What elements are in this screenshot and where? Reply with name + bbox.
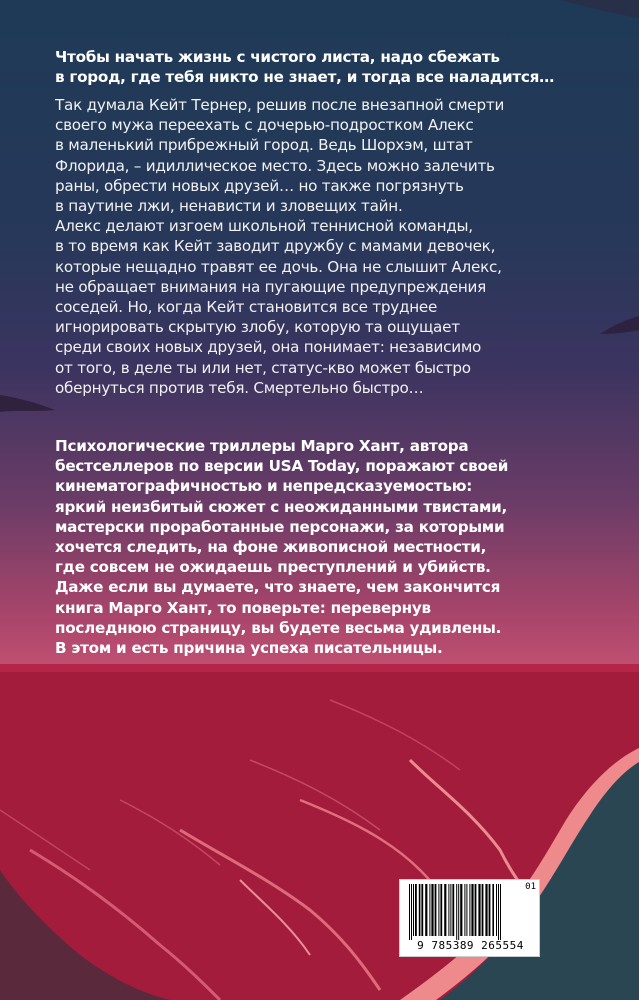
synopsis-line: Алекс делают изгоем школьной теннисной команды, <box>55 217 473 236</box>
barcode-bar <box>411 884 412 940</box>
barcode-bar <box>440 884 442 936</box>
barcode-bar <box>492 884 494 936</box>
blurb-line: яркий неизбитый сюжет с неожиданными твистами, <box>55 497 508 516</box>
synopsis-line: Так думала Кейт Тернер, решив после внезапной смерти <box>55 96 505 114</box>
synopsis-line: игнорировать скрытую злобу, которую та ощущает <box>55 318 460 337</box>
barcode-bar <box>435 884 437 936</box>
synopsis-line: в паутине лжи, ненависти и зловещих тайн. <box>55 197 403 216</box>
synopsis-line: среди своих новых друзей, она понимает: независимо <box>55 338 482 357</box>
barcode-bar <box>450 884 451 936</box>
lead-paragraph <box>55 47 615 87</box>
barcode-bar <box>419 884 421 936</box>
barcode-bar <box>448 884 449 936</box>
blurb-line: хочется следить, на фоне живописной местности, <box>55 538 487 557</box>
barcode-bar <box>464 884 465 936</box>
synopsis-line: в то время как Кейт заводит дружбу с мамами девочек, <box>55 237 496 256</box>
synopsis-paragraph <box>55 95 615 398</box>
synopsis-line: которые нещадно травят ее дочь. Она не слышит Алекс, <box>55 257 502 276</box>
barcode-bar <box>478 884 480 936</box>
barcode-bar <box>456 884 457 940</box>
barcode-bar <box>458 884 459 940</box>
blurb-line: где совсем не ожидаешь преступлений и убийств. <box>55 558 491 577</box>
barcode-bar <box>485 884 487 936</box>
synopsis-line: Флорида, – идиллическое место. Здесь можно залечить <box>55 156 495 175</box>
blurb-line: Даже если вы думаете, что знаете, чем закончится <box>55 578 501 597</box>
barcode-bar <box>438 884 439 936</box>
barcode-bar <box>413 884 414 936</box>
barcode-bar <box>496 884 497 936</box>
blurb-line: В этом и есть причина успеха писательницы. <box>55 639 443 658</box>
blurb-line: кинематографичностью и непредсказуемостью: <box>55 477 473 496</box>
barcode-bar <box>444 884 446 936</box>
barcode-bar <box>460 884 462 936</box>
barcode-bar <box>471 884 473 936</box>
barcode-addon: 01 <box>525 882 536 892</box>
barcode-bar <box>498 884 499 940</box>
barcode-bar <box>425 884 427 936</box>
barcode-bar <box>466 884 467 936</box>
synopsis-line: не обращает внимания на пугающие предупреждения <box>55 277 487 296</box>
barcode-bar <box>409 884 410 940</box>
barcode-bar <box>469 884 470 936</box>
blurb-line: мастерски проработанные персонажи, за которыми <box>55 517 505 536</box>
barcode-bar <box>415 884 417 936</box>
isbn-number: 9 785389 265554 <box>417 939 524 952</box>
barcode-bar <box>431 884 433 936</box>
synopsis-line: своего мужа переехать с дочерью-подростком Алекс <box>55 116 474 135</box>
blurb-line: бестселлеров по версии USA Today, поражают своей <box>55 457 509 476</box>
barcode-bars <box>408 884 531 940</box>
barcode-bar <box>421 884 423 936</box>
barcode-bar <box>489 884 491 936</box>
synopsis-line: от того, в деле ты или нет, статус-кво может быстро <box>55 358 471 377</box>
barcode-bar <box>452 884 454 936</box>
barcode-bar <box>500 884 501 940</box>
synopsis-line: обернуться против тебя. Смертельно быстро… <box>55 378 424 397</box>
synopsis-line: в маленький прибрежный город. Ведь Шорхэм, штат <box>55 136 473 155</box>
synopsis-line: раны, обрести новых друзей… но также погрязнуть <box>55 176 464 195</box>
lead-line: в город, где тебя никто не знает, и тогда все наладится… <box>55 68 555 87</box>
blurb-line: Психологические триллеры Марго Хант, автора <box>55 437 469 455</box>
barcode-bar <box>475 884 477 936</box>
blurb-line: книга Марго Хант, то поверьте: перевернув <box>55 598 431 617</box>
barcode-bar <box>429 884 430 936</box>
lead-line: Чтобы начать жизнь с чистого листа, надо сбежать <box>55 48 500 66</box>
author-blurb-paragraph <box>55 436 615 658</box>
blurb-line: последнюю страницу, вы будете весьма удивлены. <box>55 618 502 637</box>
barcode-bar <box>482 884 484 936</box>
synopsis-line: соседей. Но, когда Кейт становится все труднее <box>55 298 438 317</box>
isbn-barcode <box>399 879 540 957</box>
